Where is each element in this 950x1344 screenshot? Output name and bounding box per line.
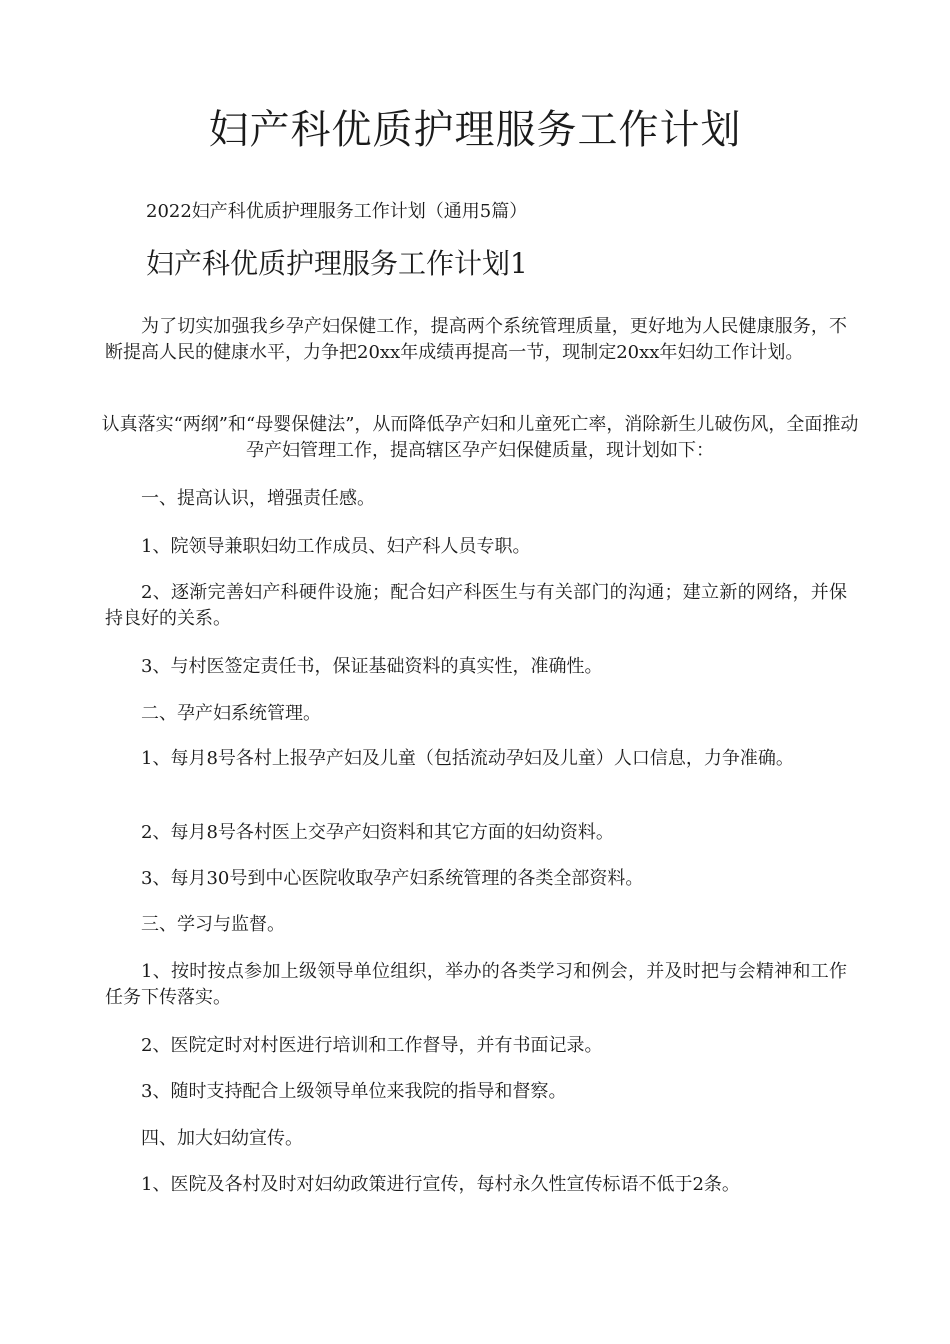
paragraph-item: 3、与村医签定责任书，保证基础资料的真实性，准确性。 [141, 656, 603, 677]
paragraph-item: 1、按时按点参加上级领导单位组织，举办的各类学习和例会，并及时把与会精神和工作任务下传落实。 [105, 961, 847, 1008]
paragraph-heading-1: 一、提高认识，增强责任感。 [141, 488, 375, 509]
paragraph-item: 1、医院及各村及时对妇幼政策进行宣传，每村永久性宣传标语不低于2条。 [141, 1174, 740, 1195]
document-title: 妇产科优质护理服务工作计划 [208, 107, 742, 153]
paragraph-item: 2、每月8号各村医上交孕产妇资料和其它方面的妇幼资料。 [141, 822, 614, 843]
paragraph-heading-3: 三、学习与监督。 [141, 914, 285, 935]
paragraph-item: 3、每月30号到中心医院收取孕产妇系统管理的各类全部资料。 [141, 868, 644, 889]
paragraph-item: 1、院领导兼职妇幼工作成员、妇产科人员专职。 [141, 536, 531, 557]
section-heading: 妇产科优质护理服务工作计划1 [146, 247, 528, 280]
paragraph-item: 3、随时支持配合上级领导单位来我院的指导和督察。 [141, 1081, 567, 1102]
paragraph-goal: 认真落实“两纲”和“母婴保健法”，从而降低孕产妇和儿童死亡率，消除新生儿破伤风，全面推动孕产妇管理工作，提高辖区孕产妇保健质量，现计划如下： [101, 414, 859, 461]
paragraph-item: 1、每月8号各村上报孕产妇及儿童（包括流动孕妇及儿童）人口信息，力争准确。 [141, 748, 794, 769]
paragraph-heading-2: 二、孕产妇系统管理。 [141, 703, 321, 724]
paragraph-heading-4: 四、加大妇幼宣传。 [141, 1128, 303, 1149]
paragraph-item: 2、医院定时对村医进行培训和工作督导，并有书面记录。 [141, 1035, 603, 1056]
document-subtitle: 2022妇产科优质护理服务工作计划（通用5篇） [146, 201, 528, 222]
paragraph-intro: 为了切实加强我乡孕产妇保健工作，提高两个系统管理质量，更好地为人民健康服务，不断提高人民的健康水平，力争把20xx年成绩再提高一节，现制定20xx年妇幼工作计划。 [105, 316, 847, 363]
paragraph-item: 2、逐渐完善妇产科硬件设施；配合妇产科医生与有关部门的沟通；建立新的网络，并保持良好的关系。 [105, 582, 847, 629]
